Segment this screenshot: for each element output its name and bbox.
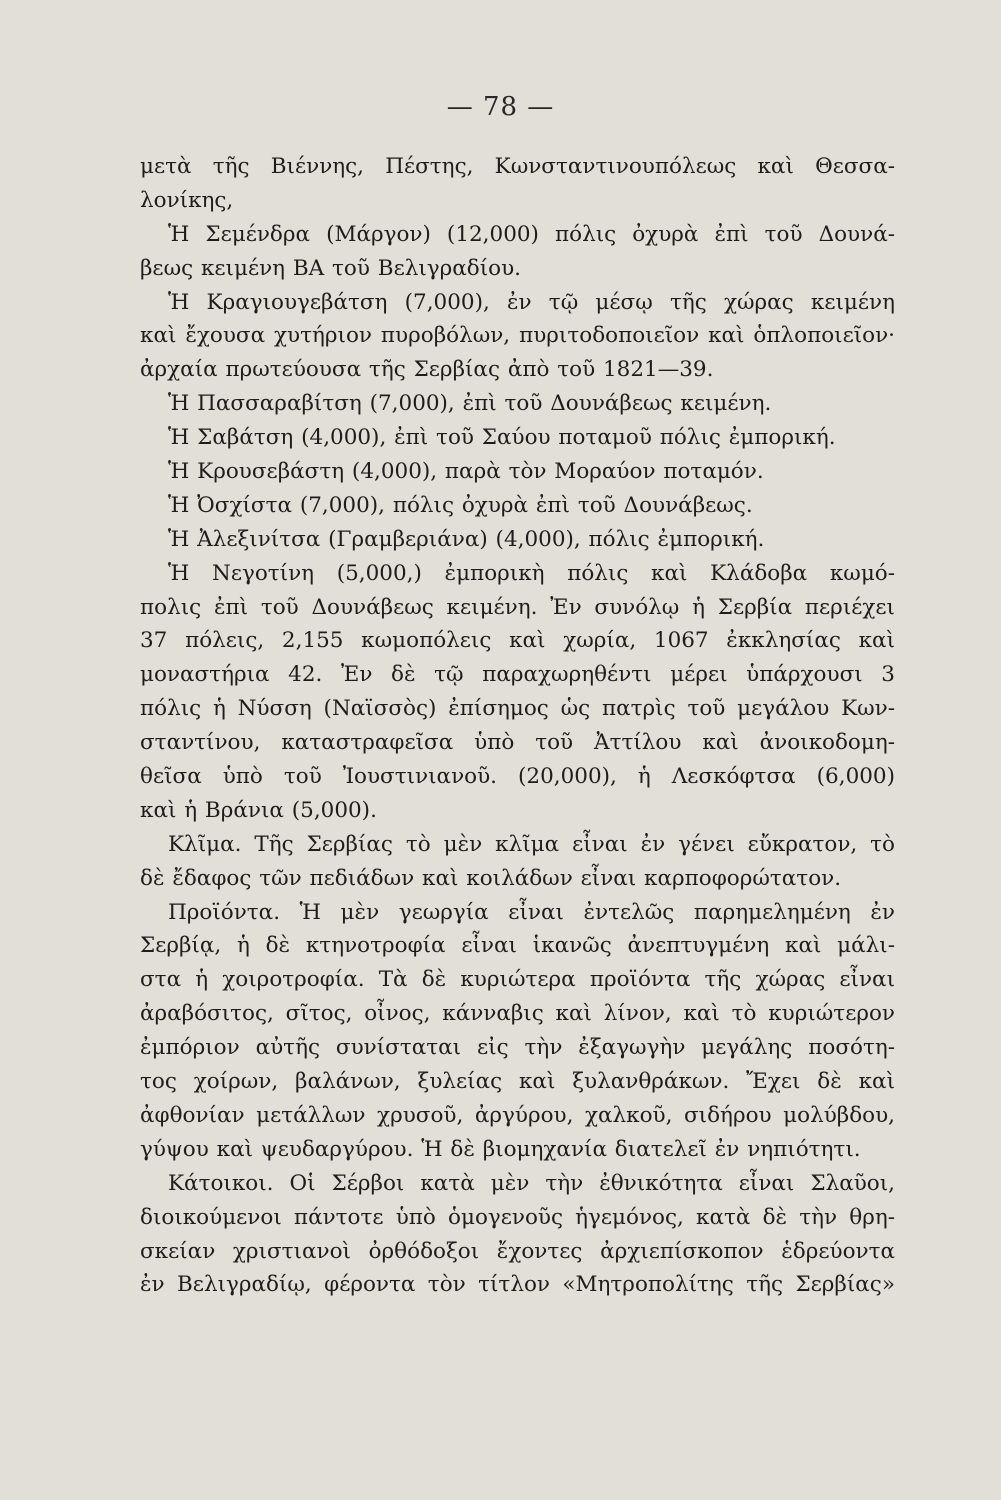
text-line: θεῖσα ὑπὸ τοῦ Ἰουστινιανοῦ. (20,000), ἡ Λεσκόφτσα (6,000) (140, 764, 895, 790)
text-line: Σερβίᾳ, ἡ δὲ κτηνοτροφία εἶναι ἱκανῶς ἀνεπτυγμένη καὶ μάλι- (140, 933, 895, 959)
text-line: στα ἡ χοιροτροφία. Τὰ δὲ κυριώτερα προϊόντα τῆς χώρας εἶναι (140, 967, 895, 993)
text-line: Κάτοικοι. Οἱ Σέρβοι κατὰ μὲν τὴν ἐθνικότητα εἶναι Σλαῦοι, (168, 1170, 895, 1196)
text-line: βεως κειμένη ΒΑ τοῦ Βελιγραδίου. (140, 255, 522, 281)
text-line: λονίκης, (140, 187, 234, 213)
text-line: Ἡ Νεγοτίνη (5,000,) ἐμπορικὴ πόλις καὶ Κλάδοβα κωμό- (168, 560, 895, 586)
text-line: μετὰ τῆς Βιέννης, Πέστης, Κωνσταντινουπόλεως καὶ Θεσσα- (140, 154, 895, 179)
text-line: Κλῖμα. Τῆς Σερβίας τὸ μὲν κλῖμα εἶναι ἐν γένει εὔκρατον, τὸ (168, 831, 895, 857)
text-line: σκείαν χριστιανοὶ ὀρθόδοξοι ἔχοντες ἀρχιεπίσκοπον ἑδρεύοντα (140, 1238, 895, 1264)
text-line: διοικούμενοι πάντοτε ὑπὸ ὁμογενοῦς ἡγεμόνος, κατὰ δὲ τὴν θρη- (140, 1204, 895, 1230)
text-line: ἀραβόσιτος, σῖτος, οἶνος, κάνναβις καὶ λίνον, καὶ τὸ κυριώτερον (140, 1001, 895, 1027)
text-line: καὶ ἔχουσα χυτήριον πυροβόλων, πυριτοδοποιεῖον καὶ ὁπλοποιεῖον· (140, 323, 895, 349)
text-line: γύψου καὶ ψευδαργύρου. Ἡ δὲ βιομηχανία διατελεῖ ἐν νηπιότητι. (140, 1136, 861, 1162)
text-line: Ἡ Σαβάτση (4,000), ἐπὶ τοῦ Σαύου ποταμοῦ πόλις ἐμπορική. (168, 425, 836, 451)
text-line: Ἡ Κρουσεβάστη (4,000), παρὰ τὸν Μοραύον ποταμόν. (168, 459, 764, 485)
text-line: πόλις ἡ Νύσση (Ναϊσσὸς) ἐπίσημος ὡς πατρὶς τοῦ μεγάλου Κων- (140, 696, 895, 722)
page-number: — 78 — (446, 92, 555, 122)
text-line: μοναστήρια 42. Ἐν δὲ τῷ παραχωρηθέντι μέρει ὑπάρχουσι 3 (140, 662, 895, 688)
text-line: καὶ ἡ Βράνια (5,000). (140, 797, 377, 823)
text-line: Ἡ Κραγιουγεβάτση (7,000), ἐν τῷ μέσῳ τῆς χώρας κειμένη (168, 289, 895, 315)
text-line: τος χοίρων, βαλάνων, ξυλείας καὶ ξυλανθράκων. Ἔχει δὲ καὶ (140, 1069, 895, 1095)
text-line: ἀφθονίαν μετάλλων χρυσοῦ, ἀργύρου, χαλκοῦ, σιδήρου μολύβδου, (140, 1102, 895, 1128)
text-line: δὲ ἔδαφος τῶν πεδιάδων καὶ κοιλάδων εἶναι καρποφορώτατον. (140, 865, 842, 891)
text-line: πολις ἐπὶ τοῦ Δουνάβεως κειμένη. Ἐν συνόλῳ ἡ Σερβία περιέχει (140, 594, 895, 620)
text-line: Ἡ Πασσαραβίτση (7,000), ἐπὶ τοῦ Δουνάβεως κειμένη. (168, 391, 772, 417)
text-line: Ἡ Σεμένδρα (Μάργον) (12,000) πόλις ὀχυρὰ ἐπὶ τοῦ Δουνά- (168, 221, 895, 247)
text-line: σταντίνου, καταστραφεῖσα ὑπὸ τοῦ Ἀττίλου καὶ ἀνοικοδομη- (140, 730, 895, 756)
text-line: 37 πόλεις, 2,155 κωμοπόλεις καὶ χωρία, 1067 ἐκκλησίας καὶ (140, 628, 895, 654)
text-line: Ἡ Ἀλεξινίτσα (Γραμβεριάνα) (4,000), πόλις ἐμπορική. (168, 526, 765, 552)
text-line: Ἡ Ὀσχίστα (7,000), πόλις ὀχυρὰ ἐπὶ τοῦ Δουνάβεως. (168, 492, 753, 518)
text-line: ἀρχαία πρωτεύουσα τῆς Σερβίας ἀπὸ τοῦ 1821—39. (140, 357, 714, 383)
text-line: Προϊόντα. Ἡ μὲν γεωργία εἶναι ἐντελῶς παρημελημένη ἐν (168, 899, 895, 925)
text-line: ἐν Βελιγραδίῳ, φέροντα τὸν τίτλον «Μητροπολίτης τῆς Σερβίας» (140, 1272, 895, 1298)
body-text (140, 150, 895, 1302)
text-line: ἐμπόριον αὐτῆς συνίσταται εἰς τὴν ἐξαγωγὴν μεγάλης ποσότη- (140, 1035, 895, 1061)
